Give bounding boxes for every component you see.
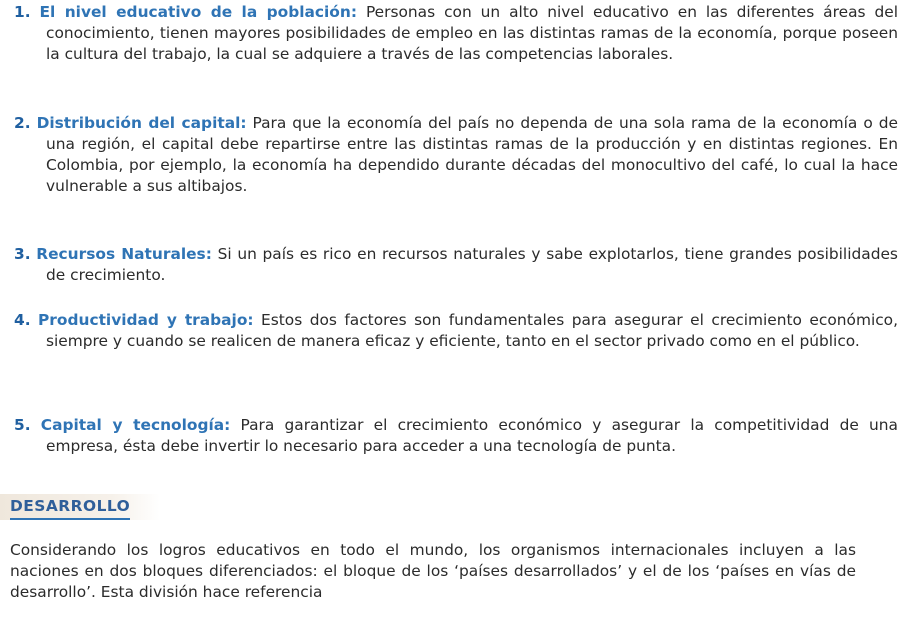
list-item-2 [14, 113, 898, 197]
item-body: Si un país es rico en recursos naturales y sabe explotarlos, tiene grandes posibilidades de crecimiento. [46, 245, 898, 284]
section-heading: DESARROLLO [10, 496, 130, 520]
item-body: Estos dos factores son fundamentales para asegurar el crecimiento económico, siempre y cuando se realicen de manera eficaz y eficiente, tanto en el sector privado como en el público. [46, 311, 898, 350]
item-number: 1. [14, 3, 31, 21]
list-item-5 [14, 415, 898, 457]
item-body: Para garantizar el crecimiento económico y asegurar la competitividad de una empresa, ésta debe invertir lo necesario para acceder a una tecnología de punta. [46, 416, 898, 455]
item-title: Capital y tecnología: [40, 416, 231, 434]
list-item-4 [14, 310, 898, 352]
list-item-3 [14, 244, 898, 286]
section-paragraph: Considerando los logros educativos en todo el mundo, los organismos internacionales incluyen a las naciones en dos bloques diferenciados: el bloque de los ‘países desarrollados’ y el de los ‘países en vías de desarrollo’. Esta división hace referencia [10, 541, 856, 601]
item-body: Personas con un alto nivel educativo en las diferentes áreas del conocimiento, tienen mayores posibilidades de empleo en las distintas ramas de la economía, porque poseen la cultura del trabajo, la cual se adquiere a través de las competencias laborales. [46, 3, 898, 63]
list-item-1 [14, 2, 898, 65]
item-number: 2. [14, 114, 31, 132]
item-number: 3. [14, 245, 31, 263]
item-title: Productividad y trabajo: [38, 311, 254, 329]
section-heading-band [0, 494, 160, 520]
item-number: 5. [14, 416, 31, 434]
item-title: El nivel educativo de la población: [39, 3, 357, 21]
item-number: 4. [14, 311, 31, 329]
item-body: Para que la economía del país no dependa de una sola rama de la economía o de una región, el capital debe repartirse entre las distintas ramas de la producción y en distintas regiones. En Colombia, por ejemplo, la economía ha dependido durante décadas del monocultivo del café, lo cual la hace vulnerable a sus altibajos. [46, 114, 898, 195]
item-title: Recursos Naturales: [36, 245, 212, 263]
item-title: Distribución del capital: [36, 114, 247, 132]
